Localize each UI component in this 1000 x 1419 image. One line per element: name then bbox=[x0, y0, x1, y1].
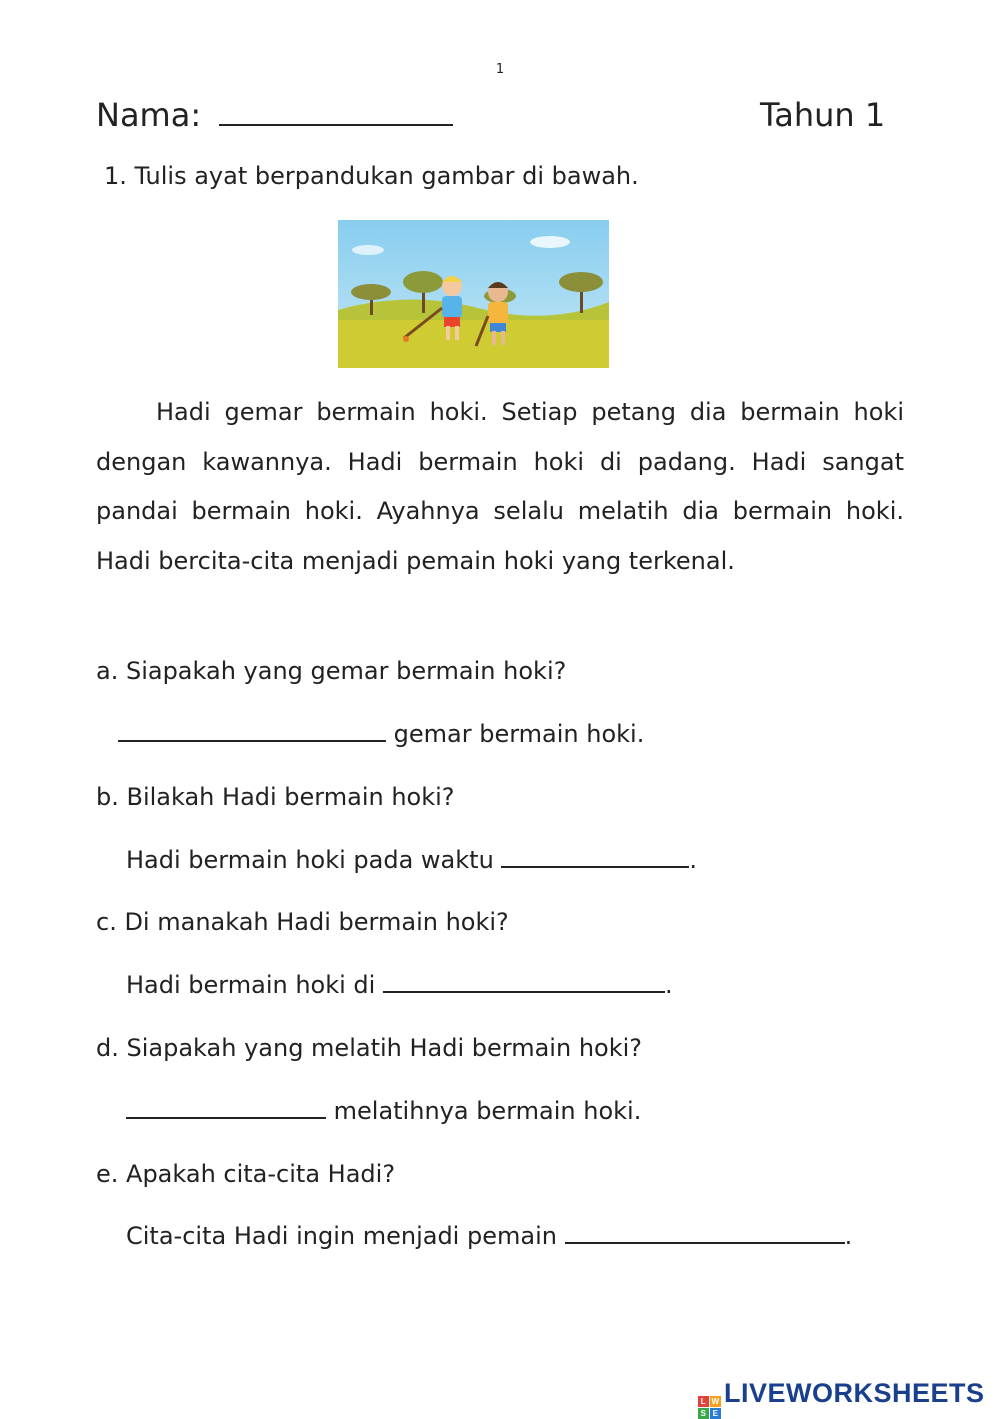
logo-text: LIVEWORKSHEETS bbox=[724, 1378, 985, 1408]
reading-passage: Hadi gemar bermain hoki. Setiap petang dia bermain hoki dengan kawannya. Hadi bermain hoki di padang. Hadi sangat pandai bermain hoki. Ayahnya selalu melatih dia bermain hoki. Hadi bercita-cita menjadi pemain hoki yang terkenal. bbox=[96, 398, 904, 575]
hockey-scene-image bbox=[338, 220, 609, 368]
question-a: a. Siapakah yang gemar bermain hoki? bbox=[96, 657, 567, 685]
instruction-text: 1. Tulis ayat berpandukan gambar di bawah. bbox=[104, 162, 639, 190]
question-d: d. Siapakah yang melatih Hadi bermain hoki? bbox=[96, 1034, 643, 1062]
page-number: 1 bbox=[495, 62, 505, 77]
answer-e-prefix: Cita-cita Hadi ingin menjadi pemain bbox=[126, 1222, 565, 1250]
answer-b bbox=[126, 846, 697, 874]
year-label: Tahun 1 bbox=[760, 96, 886, 134]
answer-b-blank[interactable] bbox=[501, 865, 689, 868]
hockey-ball bbox=[403, 336, 409, 342]
name-field bbox=[96, 96, 453, 134]
question-e: e. Apakah cita-cita Hadi? bbox=[96, 1160, 396, 1188]
name-label: Nama: bbox=[96, 96, 202, 134]
answer-d-blank[interactable] bbox=[126, 1116, 326, 1119]
answer-a-suffix: gemar bermain hoki. bbox=[386, 720, 645, 748]
answer-b-suffix: . bbox=[689, 846, 698, 874]
answer-c bbox=[126, 971, 673, 999]
answer-d bbox=[126, 1097, 641, 1125]
answer-a bbox=[118, 720, 644, 748]
question-c: c. Di manakah Hadi bermain hoki? bbox=[96, 908, 509, 936]
answer-e-suffix: . bbox=[844, 1222, 853, 1250]
answer-b-prefix: Hadi bermain hoki pada waktu bbox=[126, 846, 502, 874]
question-b: b. Bilakah Hadi bermain hoki? bbox=[96, 783, 455, 811]
grass bbox=[338, 320, 609, 368]
answer-e bbox=[126, 1222, 852, 1250]
name-blank[interactable] bbox=[219, 123, 453, 126]
answer-c-prefix: Hadi bermain hoki di bbox=[126, 971, 383, 999]
answer-d-suffix: melatihnya bermain hoki. bbox=[326, 1097, 642, 1125]
answer-a-blank[interactable] bbox=[118, 739, 386, 742]
answer-c-blank[interactable] bbox=[383, 990, 665, 993]
cloud bbox=[530, 236, 570, 248]
answer-e-blank[interactable] bbox=[565, 1241, 845, 1244]
answer-c-suffix: . bbox=[664, 971, 673, 999]
logo-grid-icon: L W S E bbox=[698, 1396, 721, 1419]
cloud bbox=[352, 245, 384, 255]
